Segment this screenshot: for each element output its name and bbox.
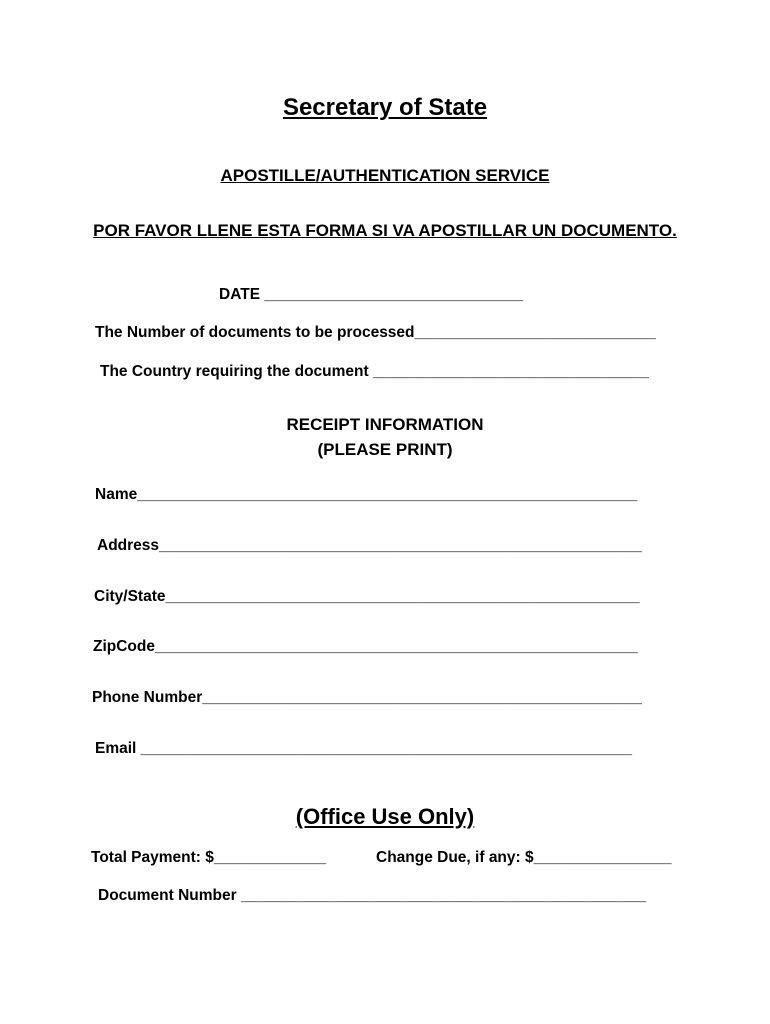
document-number-field[interactable]: Document Number _______________________________________________	[98, 887, 647, 904]
instruction-text: POR FAVOR LLENE ESTA FORMA SI VA APOSTILLAR UN DOCUMENTO.	[93, 221, 677, 240]
service-subtitle: APOSTILLE/AUTHENTICATION SERVICE	[220, 166, 550, 185]
page-title: Secretary of State	[282, 94, 488, 121]
zipcode-field[interactable]: ZipCode________________________________________________________	[93, 638, 638, 655]
email-field[interactable]: Email _________________________________________________________	[95, 740, 633, 757]
country-field[interactable]: The Country requiring the document ________________________________	[100, 363, 649, 380]
phone-field[interactable]: Phone Number___________________________________________________	[92, 689, 642, 706]
city-state-field[interactable]: City/State_______________________________________________________	[94, 588, 640, 605]
receipt-subheading: (PLEASE PRINT)	[317, 440, 453, 459]
name-field[interactable]: Name__________________________________________________________	[95, 486, 638, 503]
address-field[interactable]: Address________________________________________________________	[97, 537, 642, 554]
change-due-field[interactable]: Change Due, if any: $________________	[376, 849, 672, 866]
date-field[interactable]: DATE ______________________________	[219, 286, 523, 303]
office-use-heading: (Office Use Only)	[295, 804, 475, 829]
total-payment-field[interactable]: Total Payment: $_____________	[91, 849, 326, 866]
receipt-heading: RECEIPT INFORMATION	[286, 415, 484, 434]
num-docs-field[interactable]: The Number of documents to be processed____________________________	[95, 324, 656, 341]
